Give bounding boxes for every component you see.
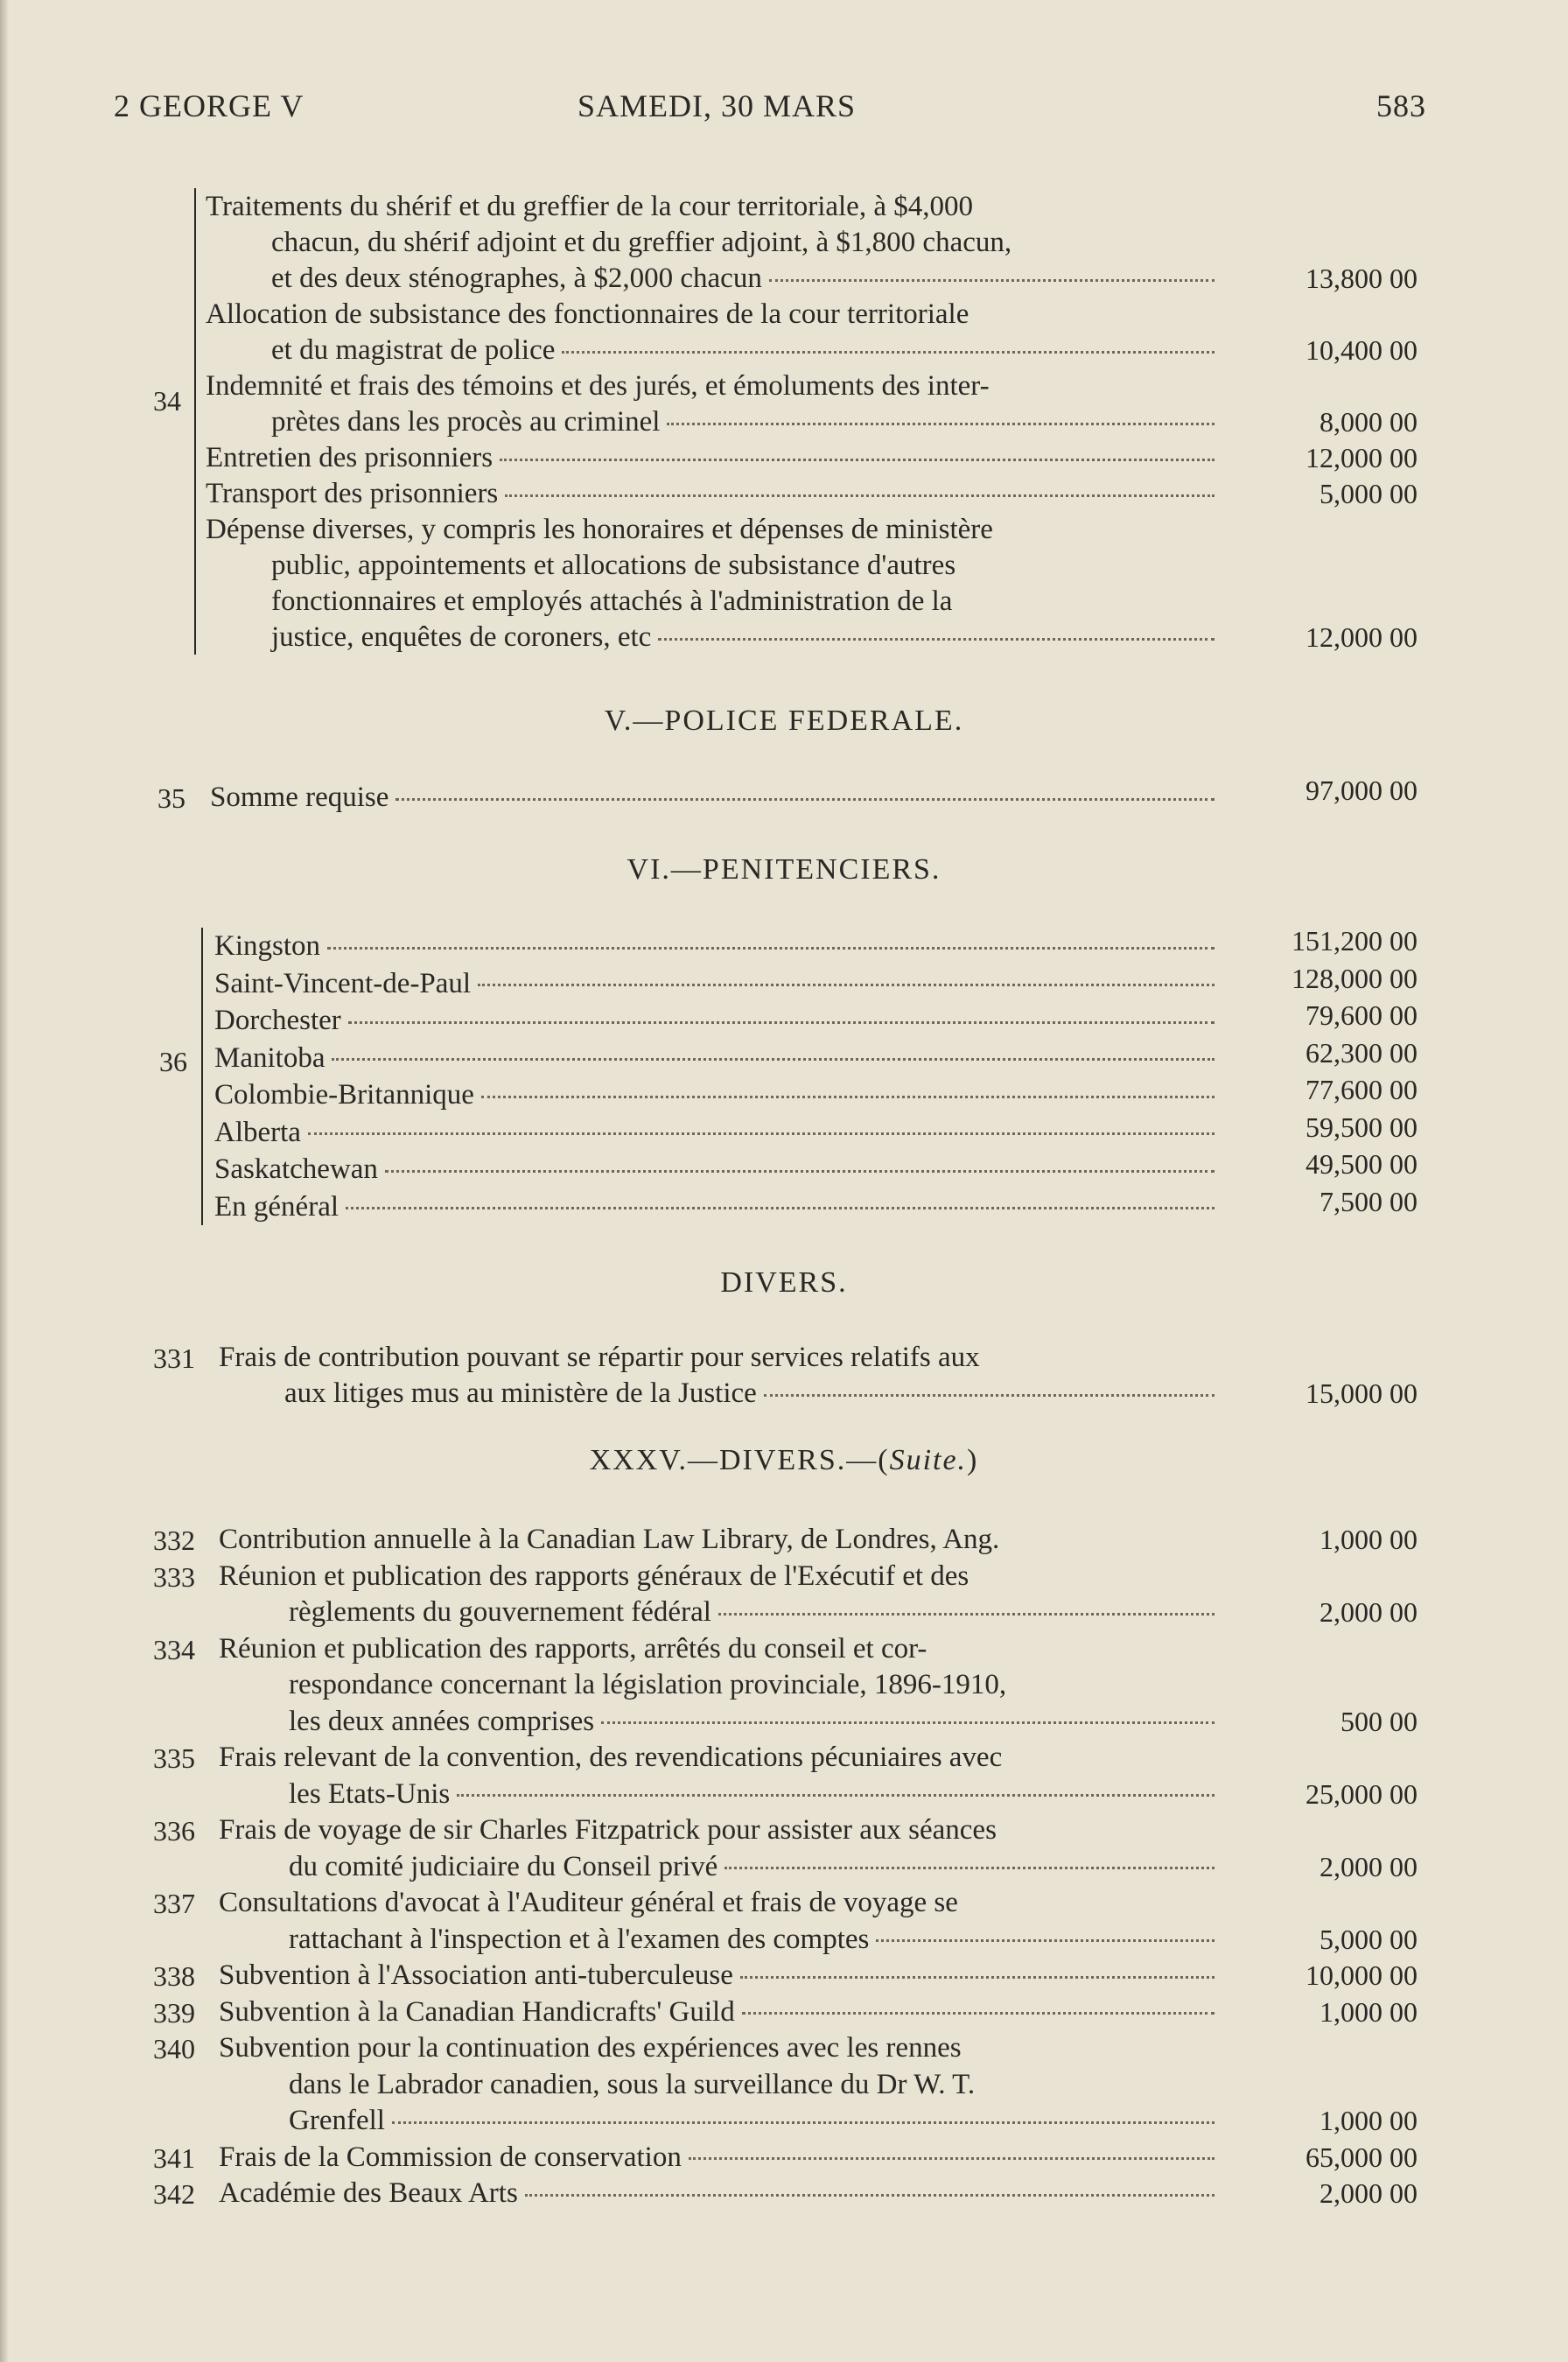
entry-text: Frais de contribution pouvant se répartir pour services relatifs aux: [219, 1342, 980, 1373]
dot-leader: [327, 947, 1214, 950]
item-number: 336: [153, 1815, 195, 1847]
amount: 12,000 00: [1306, 442, 1418, 473]
entry-line: [219, 1630, 927, 1667]
entry-text: Dorchester: [214, 1005, 341, 1036]
dot-leader: [742, 2012, 1214, 2015]
entry-line: [219, 1994, 1214, 2030]
amount: 97,000 00: [1306, 774, 1418, 806]
amount: 128,000 00: [1292, 962, 1418, 994]
dot-leader: [769, 279, 1214, 282]
entry-text: Manitoba: [214, 1041, 326, 1074]
dot-leader: [481, 1096, 1214, 1098]
dot-leader: [689, 2157, 1214, 2160]
entry-line: [271, 260, 1214, 297]
entry-line: [289, 1594, 1214, 1630]
item-number: 337: [153, 1888, 195, 1919]
entry-text: et des deux sténographes, à $2,000 chacun: [271, 263, 762, 294]
amount: 10,000 00: [1306, 1959, 1418, 1991]
amount: 25,000 00: [1306, 1777, 1418, 1810]
entry-text: Colombie-Britannique: [214, 1079, 474, 1111]
brace-number: 36: [159, 1046, 187, 1077]
entry-text: Indemnité et frais des témoins et des jurés, et émoluments des inter-: [206, 370, 990, 402]
item-number: 331: [153, 1342, 195, 1374]
dot-leader: [392, 2121, 1214, 2124]
entry-line: [210, 779, 1214, 816]
title-end: ): [967, 1444, 979, 1476]
amount: 7,500 00: [1320, 1185, 1418, 1217]
entry-line: [206, 368, 990, 404]
amount: 2,000 00: [1320, 1596, 1418, 1628]
entry-text: Saskatchewan: [214, 1153, 378, 1185]
entry-text: respondance concernant la législation provinciale, 1896-1910,: [289, 1669, 1007, 1700]
entry-line: [289, 1848, 1214, 1885]
amount: 5,000 00: [1320, 1923, 1418, 1955]
entry-text: Dépense diverses, y compris les honoraires et dépenses de ministère: [206, 514, 993, 545]
entry-text: les Etats-Unis: [289, 1777, 451, 1810]
entry-line: [284, 1375, 1214, 1412]
entry-line: [219, 1521, 999, 1558]
dot-leader: [740, 1976, 1214, 1979]
entry-text: Subvention à l'Association anti-tuberculeuse: [219, 1959, 733, 1991]
entry-text: prètes dans les procès au criminel: [271, 406, 661, 438]
entry-text: Grenfell: [289, 2105, 385, 2136]
dot-leader: [385, 1170, 1214, 1173]
dot-leader: [332, 1058, 1214, 1061]
entry-text: aux litiges mus au ministère de la Justice: [284, 1377, 757, 1409]
entry-text: Contribution annuelle à la Canadian Law Library, de Londres, Ang.: [219, 1524, 1000, 1555]
entry-line: [271, 619, 1214, 655]
entry-text: Subvention pour la continuation des expériences avec les rennes: [219, 2032, 962, 2064]
section-title-divers-suite: [0, 1444, 1568, 1477]
header-center: SAMEDI, 30 MARS: [578, 88, 857, 123]
entry-line: [206, 296, 969, 333]
entry-line: [219, 1884, 958, 1921]
entry-text: Traitements du shérif et du greffier de la cour territoriale, à $4,000: [206, 191, 973, 222]
section-title-divers: DIVERS.: [720, 1266, 848, 1299]
entry-line: [271, 403, 1214, 440]
brace-34: [194, 188, 196, 655]
brace-36: [201, 928, 203, 1225]
entry-line: [214, 1076, 1214, 1113]
entry-line: [206, 511, 993, 548]
amount: 151,200 00: [1292, 925, 1418, 957]
dot-leader: [764, 1394, 1214, 1397]
entry-text: les deux années comprises: [289, 1705, 595, 1737]
amount: 62,300 00: [1306, 1036, 1418, 1069]
entry-line: [289, 1666, 1006, 1703]
entry-line: [214, 928, 1214, 964]
dot-leader: [346, 1207, 1214, 1209]
entry-line: [289, 1776, 1214, 1812]
entry-text: Kingston: [214, 930, 321, 962]
item-number: 332: [153, 1524, 195, 1556]
dot-leader: [876, 1939, 1214, 1942]
entry-text: Alberta: [214, 1116, 301, 1148]
entry-text: Réunion et publication des rapports généraux de l'Exécutif et des: [219, 1559, 970, 1592]
amount: 13,800 00: [1306, 263, 1418, 294]
dot-leader: [396, 798, 1214, 801]
amount: 1,000 00: [1320, 1995, 1418, 2028]
item-number: 339: [153, 1996, 195, 2029]
section-title-penitenciers: VI.—PENITENCIERS.: [626, 853, 942, 886]
dot-leader: [667, 423, 1214, 425]
entry-text: Frais de voyage de sir Charles Fitzpatrick pour assister aux séances: [219, 1814, 997, 1846]
page-edge: [0, 0, 9, 2362]
entry-line: [219, 2175, 1214, 2211]
entry-line: [206, 188, 973, 225]
brace-number: 34: [153, 385, 181, 417]
entry-line: [289, 2066, 975, 2103]
entry-line: [289, 2102, 1214, 2139]
item-number: 35: [158, 782, 186, 814]
entry-line: [214, 1151, 1214, 1188]
entry-line: [214, 1114, 1214, 1151]
entry-line: [214, 1188, 1214, 1225]
item-number: 333: [153, 1560, 195, 1593]
entry-text: justice, enquêtes de coroners, etc: [271, 621, 652, 653]
title-main: XXXV.—DIVERS.—(: [589, 1444, 890, 1476]
entry-text: rattachant à l'inspection et à l'examen des comptes: [289, 1923, 870, 1955]
amount: 59,500 00: [1306, 1111, 1418, 1143]
item-number: 342: [153, 2178, 195, 2210]
dot-leader: [658, 638, 1214, 641]
dot-leader: [525, 2194, 1214, 2197]
amount: 2,000 00: [1320, 2177, 1418, 2209]
entry-line: [219, 1339, 980, 1376]
item-number: 334: [153, 1633, 195, 1665]
amount: 1,000 00: [1320, 2105, 1418, 2136]
item-number: 335: [153, 1742, 195, 1774]
amount: 10,400 00: [1306, 334, 1418, 366]
amount: 49,500 00: [1306, 1148, 1418, 1180]
entry-line: [289, 1703, 1214, 1740]
dot-leader: [718, 1613, 1214, 1616]
amount: 2,000 00: [1320, 1850, 1418, 1882]
item-number: 340: [153, 2033, 195, 2064]
item-number: 341: [153, 2141, 195, 2174]
entry-text: Saint-Vincent-de-Paul: [214, 967, 472, 999]
entry-text: Subvention à la Canadian Handicrafts' Guild: [219, 1995, 735, 2028]
dot-leader: [478, 984, 1214, 986]
entry-text: Consultations d'avocat à l'Auditeur général et frais de voyage se: [219, 1887, 958, 1918]
dot-leader: [457, 1794, 1214, 1797]
dot-leader: [562, 351, 1214, 354]
entry-line: [271, 224, 1012, 261]
dot-leader: [724, 1867, 1214, 1869]
dot-leader: [505, 494, 1214, 497]
section-title-police: V.—POLICE FEDERALE.: [604, 704, 964, 737]
entry-text: Frais relevant de la convention, des revendications pécuniaires avec: [219, 1742, 1003, 1773]
entry-text: Somme requise: [210, 781, 389, 813]
entry-text: public, appointements et allocations de subsistance d'autres: [271, 550, 956, 581]
entry-line: [206, 475, 1214, 512]
entry-text: Académie des Beaux Arts: [219, 2177, 518, 2209]
header-left: 2 GEORGE V: [114, 88, 304, 123]
amount: 15,000 00: [1306, 1377, 1418, 1409]
page-number: 583: [1376, 88, 1426, 123]
entry-line: [219, 2139, 1214, 2176]
entry-line: [214, 1002, 1214, 1039]
dot-leader: [308, 1132, 1214, 1135]
entry-text: Transport des prisonniers: [206, 478, 499, 509]
amount: 5,000 00: [1320, 478, 1418, 509]
entry-line: [219, 1812, 997, 1848]
entry-line: [271, 332, 1214, 368]
entry-line: [219, 1957, 1214, 1994]
entry-line: [214, 965, 1214, 1002]
entry-line: [219, 2029, 962, 2066]
entry-text: dans le Labrador canadien, sous la surveillance du Dr W. T.: [289, 2068, 976, 2100]
page-header: [114, 88, 1426, 131]
entry-text: Entretien des prisonniers: [206, 442, 494, 473]
title-italic: Suite.: [889, 1444, 968, 1476]
entry-line: [271, 547, 956, 584]
item-number: 338: [153, 1960, 195, 1992]
entry-line: [289, 1921, 1214, 1958]
amount: 1,000 00: [1320, 1524, 1418, 1555]
amount: 79,600 00: [1306, 999, 1418, 1031]
amount: 65,000 00: [1306, 2141, 1418, 2173]
dot-leader: [601, 1721, 1214, 1724]
dot-leader: [348, 1021, 1214, 1024]
amount: 8,000 00: [1320, 406, 1418, 438]
entry-text: règlements du gouvernement fédéral: [289, 1596, 711, 1628]
amount: 12,000 00: [1306, 621, 1418, 653]
entry-line: [219, 1739, 1002, 1776]
entry-text: fonctionnaires et employés attachés à l'administration de la: [271, 585, 953, 617]
entry-text: du comité judiciaire du Conseil privé: [289, 1850, 718, 1882]
entry-line: [214, 1040, 1214, 1076]
entry-line: [219, 1558, 969, 1595]
dot-leader: [500, 459, 1214, 461]
entry-text: chacun, du shérif adjoint et du greffier adjoint, à $1,800 chacun,: [271, 227, 1012, 258]
amount: 500 00: [1340, 1705, 1418, 1737]
entry-text: En général: [214, 1190, 340, 1223]
entry-text: Frais de la Commission de conservation: [219, 2141, 682, 2173]
entry-text: Réunion et publication des rapports, arrêtés du conseil et cor-: [219, 1632, 928, 1665]
entry-line: [271, 583, 952, 620]
entry-line: [206, 439, 1214, 476]
amount: 77,600 00: [1306, 1074, 1418, 1105]
entry-text: et du magistrat de police: [271, 334, 556, 366]
entry-text: Allocation de subsistance des fonctionnaires de la cour territoriale: [206, 298, 970, 330]
